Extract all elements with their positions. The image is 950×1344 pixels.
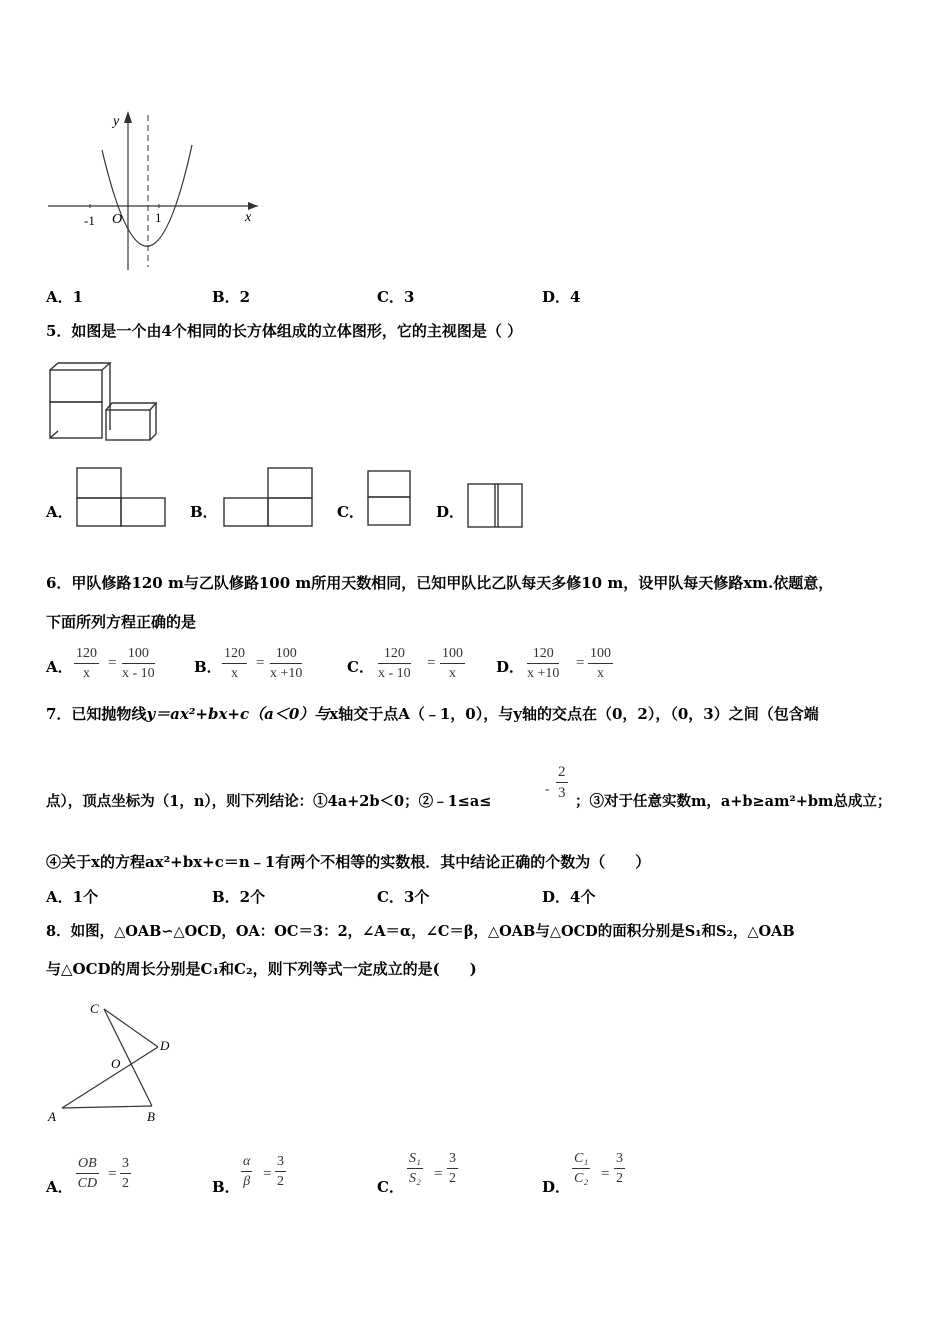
q6-c-right-frac: $\frac{100}{x}$ (442, 646, 463, 681)
q7-option-c[interactable]: C．3个 (377, 888, 430, 906)
q5-option-a[interactable]: A． (46, 503, 73, 521)
q8-stem-line1: 8．如图，△OAB∽△OCD，OA：OC＝3：2，∠A＝α，∠C＝β，△OAB与△OCD的面积分别是S₁和S₂，△OAB (46, 923, 795, 940)
q7-fraction: $\frac{2}{3}$ (558, 764, 566, 801)
x-axis-label: x (245, 210, 252, 225)
q8-option-b[interactable]: B． (212, 1178, 240, 1196)
q8-d-right-frac: $\frac{3}{2}$ (616, 1151, 623, 1186)
tick-one: 1 (155, 210, 162, 225)
q8-a-right-frac: $\frac{3}{2}$ (122, 1156, 129, 1191)
q4-option-c[interactable]: C．3 (377, 288, 415, 306)
label-c: C (90, 1001, 99, 1016)
q5-option-c[interactable]: C． (337, 503, 364, 521)
q6-option-b[interactable]: B． (194, 658, 222, 676)
label-a: A (48, 1109, 56, 1124)
q8-d-equals: = (601, 1166, 610, 1182)
q5-option-d-figure (466, 482, 526, 530)
q7-stem-line2b: ；③对于任意实数m，a+b≥am²+bm总成立； (575, 793, 892, 810)
q6-a-left-frac: $\frac{120}{x}$ (76, 646, 97, 681)
q7-stem-line2a: 点），顶点坐标为（1，n），则下列结论：①4a+2b＜0；②﹣1≤a≤ (46, 793, 492, 810)
q8-option-a[interactable]: A． (46, 1178, 73, 1196)
q6-d-equals: = (576, 655, 585, 671)
q5-option-d[interactable]: D． (436, 503, 465, 521)
q7-frac-minus: - (545, 782, 550, 797)
q8-c-right-frac: $\frac{3}{2}$ (449, 1151, 456, 1186)
q8-c-equals: = (434, 1166, 443, 1182)
y-axis-label: y (113, 114, 120, 129)
q8-b-left-frac: $\frac{\alpha}{\beta}$ (243, 1154, 251, 1189)
q7-stem-line1: 7．已知抛物线y＝ax²+bx+c（a＜0）与x轴交于点A（﹣1，0），与y轴的交点在（0，2），（0，3）之间（包含端 (46, 705, 819, 723)
q6-stem-line1: 6．甲队修路120 m与乙队修路100 m所用天数相同，已知甲队比乙队每天多修10 m，设甲队每天修路xm.依题意， (46, 574, 834, 592)
q6-option-a[interactable]: A． (46, 658, 73, 676)
origin-label: O (112, 212, 123, 227)
q6-option-d[interactable]: D． (496, 658, 525, 676)
q4-option-a[interactable]: A．1 (46, 288, 84, 306)
tick-neg-one: -1 (84, 213, 95, 228)
q5-option-b-figure (222, 467, 316, 529)
q5-option-b[interactable]: B． (190, 503, 218, 521)
q7-stem-line3: ④关于x的方程ax²+bx+c＝n﹣1有两个不相等的实数根．其中结论正确的个数为（ ） (46, 853, 651, 871)
solid-figure (44, 360, 159, 445)
label-o: O (111, 1056, 121, 1071)
q6-option-c[interactable]: C． (347, 658, 374, 676)
q6-d-left-frac: $\frac{120}{x +10}$ (527, 646, 560, 681)
q6-c-equals: = (427, 655, 436, 671)
q6-a-right-frac: $\frac{100}{x - 10}$ (122, 646, 155, 681)
q6-stem-line2: 下面所列方程正确的是 (46, 613, 197, 631)
q8-b-equals: = (263, 1166, 272, 1182)
q8-a-left-frac: $\frac{OB}{CD}$ (77, 1156, 98, 1191)
q6-b-left-frac: $\frac{120}{x}$ (224, 646, 245, 681)
q4-option-b[interactable]: B．2 (212, 288, 251, 306)
q6-d-right-frac: $\frac{100}{x}$ (590, 646, 611, 681)
q8-d-left-frac: $\frac{\text{C₁}}{\text{C₂}}$ (574, 1151, 589, 1186)
q7-option-a[interactable]: A．1个 (46, 888, 99, 906)
q6-b-equals: = (256, 655, 265, 671)
q7-option-b[interactable]: B．2个 (212, 888, 266, 906)
q8-b-right-frac: $\frac{3}{2}$ (277, 1154, 284, 1189)
q6-a-equals: = (108, 655, 117, 671)
label-d: D (160, 1038, 170, 1053)
triangles-figure (40, 995, 190, 1130)
q5-option-a-figure (76, 467, 168, 529)
q4-option-d[interactable]: D．4 (542, 288, 581, 306)
q8-c-left-frac: $\frac{\text{S₁}}{\text{S₂}}$ (409, 1151, 421, 1186)
q8-a-equals: = (108, 1166, 117, 1182)
q8-stem-line2: 与△OCD的周长分别是C₁和C₂，则下列等式一定成立的是( ) (46, 960, 477, 978)
q5-option-c-figure (366, 469, 414, 529)
q6-b-right-frac: $\frac{100}{x +10}$ (270, 646, 303, 681)
q7-option-d[interactable]: D．4个 (542, 888, 596, 906)
label-b: B (147, 1109, 155, 1124)
q6-c-left-frac: $\frac{120}{x - 10}$ (378, 646, 411, 681)
parabola-graph (40, 105, 280, 275)
q8-option-c[interactable]: C． (377, 1178, 404, 1196)
q8-option-d[interactable]: D． (542, 1178, 571, 1196)
q5-stem: 5．如图是一个由4个相同的长方体组成的立体图形，它的主视图是（ ） (46, 322, 523, 340)
